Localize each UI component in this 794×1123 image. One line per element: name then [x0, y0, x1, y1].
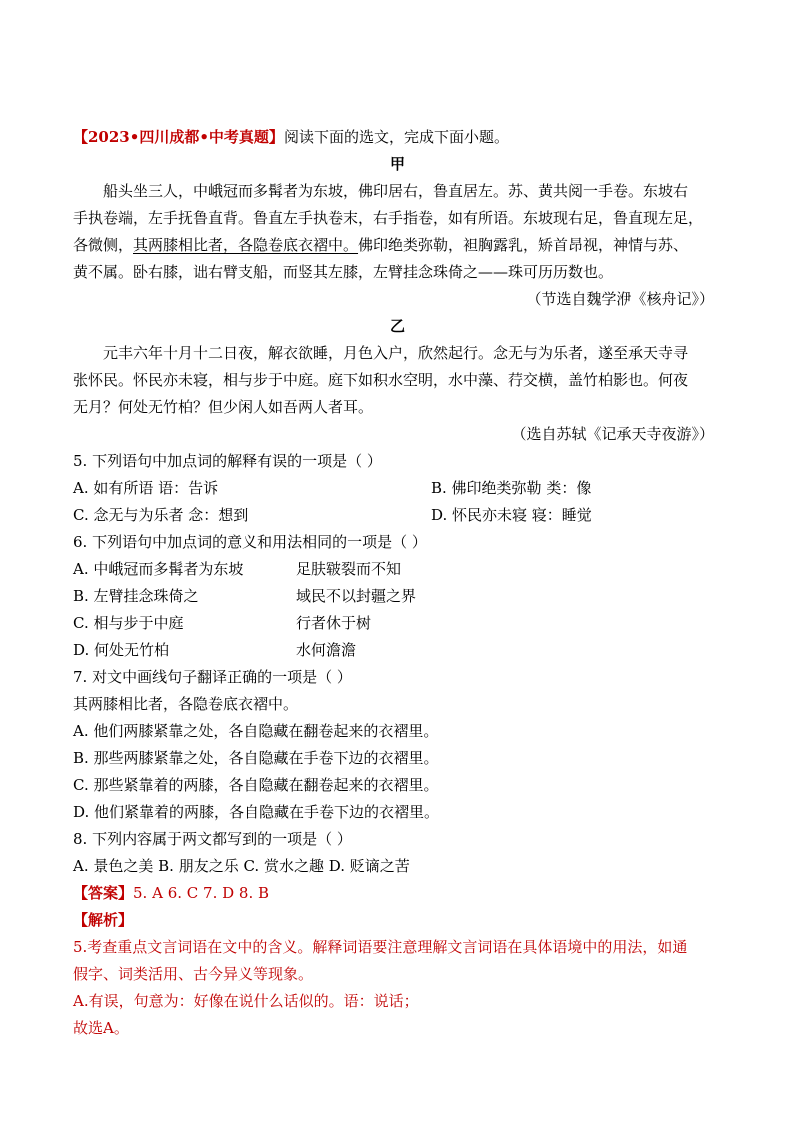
question-5-option-c: C. 念无与为乐者 念：想到: [73, 506, 249, 524]
answer-label: 【答案】: [73, 884, 134, 902]
passage-a-line: 船头坐三人，中峨冠而多髯者为东坡，佛印居右，鲁直居左。苏、黄共阅一手卷。东坡右: [103, 182, 689, 200]
line-text: 佛印绝类弥勒，袒胸露乳，矫首昂视，神情与苏、: [358, 236, 689, 254]
instruction-text: 阅读下面的选文，完成下面小题。: [283, 128, 509, 146]
source-tag: 【2023•四川成都•中考真题】: [73, 128, 284, 146]
analysis-line: 故选A。: [73, 1019, 129, 1037]
line-text: 各微侧，: [73, 236, 134, 254]
question-6-option-a-compare: 足肤皲裂而不知: [296, 560, 402, 578]
question-header: [73, 127, 509, 147]
passage-b-heading: 乙: [390, 317, 406, 335]
question-5-option-a: A. 如有所语 语：告诉: [73, 479, 219, 497]
question-8-options: A. 景色之美 B. 朋友之乐 C. 赏水之趣 D. 贬谪之苦: [73, 857, 410, 875]
question-5-option-b: B. 佛印绝类弥勒 类：像: [431, 479, 592, 497]
passage-a-heading: 甲: [390, 155, 406, 173]
question-7-option-b: B. 那些两膝紧靠之处，各自隐藏在手卷下边的衣褶里。: [73, 749, 439, 767]
question-7-stem: 7. 对文中画线句子翻译正确的一项是（ ）: [73, 668, 352, 686]
passage-b-line: 元丰六年十月十二日夜，解衣欲睡，月色入户，欣然起行。念无与为乐者，遂至承天寺寻: [103, 344, 689, 362]
question-7-option-a: A. 他们两膝紧靠之处，各自隐藏在翻卷起来的衣褶里。: [73, 722, 439, 740]
question-7-quote: 其两膝相比者，各隐卷底衣褶中。: [73, 695, 299, 713]
analysis-line: 5.考查重点文言词语在文中的含义。解释词语要注意理解文言词语在具体语境中的用法，如通: [73, 938, 688, 956]
passage-a-line: 黄不属。卧右膝，诎右臂支船，而竖其左膝，左臂挂念珠倚之——珠可历历数也。: [73, 263, 614, 281]
analysis-line: 假字、词类活用、古今异义等现象。: [73, 965, 314, 983]
question-7-option-c: C. 那些紧靠着的两膝，各自隐藏在翻卷起来的衣褶里。: [73, 776, 439, 794]
analysis-label: 【解析】: [73, 911, 134, 929]
question-5-stem: 5. 下列语句中加点词的解释有误的一项是（ ）: [73, 452, 382, 470]
question-6-stem: 6. 下列语句中加点词的意义和用法相同的一项是（ ）: [73, 533, 427, 551]
question-6-option-d-compare: 水何澹澹: [296, 641, 357, 659]
question-6-option-b: B. 左臂挂念珠倚之: [73, 587, 199, 605]
question-5-option-d: D. 怀民亦未寝 寝：睡觉: [431, 506, 592, 524]
question-6-option-b-compare: 域民不以封疆之界: [296, 587, 417, 605]
passage-b-line: 张怀民。怀民亦未寝，相与步于中庭。庭下如积水空明，水中藻、荇交横，盖竹柏影也。何夜: [73, 371, 689, 389]
passage-b-source: （选自苏轼《记承天寺夜游》）: [511, 425, 714, 443]
question-6-option-c: C. 相与步于中庭: [73, 614, 184, 632]
passage-a-line: 手执卷端，左手抚鲁直背。鲁直左手执卷末，右手指卷，如有所语。东坡现右足，鲁直现左足，: [73, 209, 704, 227]
answer-text: 5. A 6. C 7. D 8. B: [133, 884, 269, 902]
analysis-line: A.有误，句意为：好像在说什么话似的。语：说话；: [73, 992, 419, 1010]
question-6-option-c-compare: 行者休于树: [296, 614, 372, 632]
passage-a-source: （节选自魏学洢《核舟记》）: [526, 290, 714, 308]
passage-b-line: 无月？何处无竹柏？但少闲人如吾两人者耳。: [73, 398, 374, 416]
passage-a-line: [73, 235, 688, 255]
question-6-option-d: D. 何处无竹柏: [73, 641, 170, 659]
question-6-option-a: A. 中峨冠而多髯者为东坡: [73, 560, 244, 578]
question-8-stem: 8. 下列内容属于两文都写到的一项是（ ）: [73, 830, 352, 848]
underlined-sentence: 其两膝相比者，各隐卷底衣褶中。: [133, 236, 359, 254]
question-7-option-d: D. 他们紧靠着的两膝，各自隐藏在手卷下边的衣褶里。: [73, 803, 440, 821]
answer-line: [73, 883, 269, 903]
